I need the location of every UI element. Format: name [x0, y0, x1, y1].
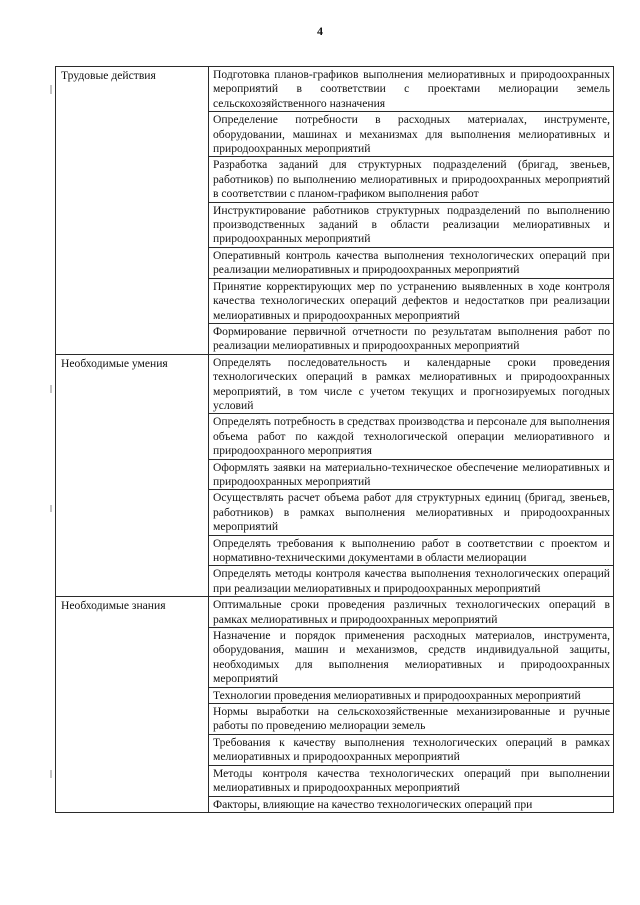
requirement-item: Формирование первичной отчетности по результатам выполнения работ по реализации мелиоративных и природоохранных мероприятий — [209, 323, 614, 354]
requirement-item: Подготовка планов-графиков выполнения мелиоративных и природоохранных мероприятий в соответствии с проектами мелиорации земель сельскохозяйственного назначения — [209, 67, 614, 112]
requirement-item: Оптимальные сроки проведения различных технологических операций в рамках мелиоративных и природоохранных мероприятий — [209, 597, 614, 628]
requirement-item: Определение потребности в расходных материалах, инструменте, оборудовании, машинах и механизмах для выполнения мелиоративных и природоохранных мероприятий — [209, 112, 614, 157]
requirement-item: Определять требования к выполнению работ в соответствии с проектом и нормативно-техническими документами в области мелиорации — [209, 535, 614, 566]
requirement-item: Технологии проведения мелиоративных и природоохранных мероприятий — [209, 687, 614, 703]
requirement-item: Оперативный контроль качества выполнения технологических операций при реализации мелиоративных и природоохранных мероприятий — [209, 247, 614, 278]
section-label-required-knowledge: Необходимые знания — [61, 599, 166, 613]
requirement-item: Принятие корректирующих мер по устранению выявленных в ходе контроля качества технологических операций дефектов и недостатков при реализации мелиоративных и природоохранных мероприятий — [209, 278, 614, 323]
requirement-item: Разработка заданий для структурных подразделений (бригад, звеньев, работников) по выполнению мелиоративных и природоохранных мероприятий в соответствии с планом-графиком выполнения работ — [209, 157, 614, 202]
requirement-item: Факторы, влияющие на качество технологических операций при — [209, 796, 614, 812]
requirement-item: Осуществлять расчет объема работ для структурных единиц (бригад, звеньев, работников) в рамках выполнения мелиоративных и природоохранных мероприятий — [209, 490, 614, 535]
section-label-cell — [56, 67, 209, 355]
requirement-item: Определять потребность в средствах производства и персонале для выполнения объема работ по каждой технологической операции мелиоративного и природоохранного мероприятия — [209, 414, 614, 459]
requirement-item: Методы контроля качества технологических операций при выполнении мелиоративных и природоохранных мероприятий — [209, 765, 614, 796]
requirement-item: Назначение и порядок применения расходных материалов, инструмента, оборудования, машин и механизмов, средств индивидуальной защиты, необходимых для выполнения мелиоративных и природоохранных мероприятий — [209, 628, 614, 688]
section-label-cell — [56, 354, 209, 597]
qualification-table — [55, 66, 614, 813]
table-row — [56, 354, 614, 414]
requirement-item: Оформлять заявки на материально-техническое обеспечение мелиоративных и природоохранных мероприятий — [209, 459, 614, 490]
requirement-item: Требования к качеству выполнения технологических операций в рамках мелиоративных и природоохранных мероприятий — [209, 734, 614, 765]
requirement-item: Нормы выработки на сельскохозяйственные механизированные и ручные работы по проведению мелиорации земель — [209, 704, 614, 735]
section-label-required-skills: Необходимые умения — [61, 356, 168, 370]
requirement-item: Определять методы контроля качества выполнения технологических операций при реализации мелиоративных и природоохранных мероприятий — [209, 566, 614, 597]
section-label-labor-actions: Трудовые действия — [61, 69, 156, 82]
section-label-cell — [56, 597, 209, 813]
table-row — [56, 67, 614, 112]
requirement-item: Определять последовательность и календарные сроки проведения технологических операций в рамках мелиоративных и природоохранных мероприятий, в том числе с учетом текущих и прогнозируемых погодных условий — [209, 354, 614, 414]
table-row — [56, 597, 614, 628]
page-number: 4 — [317, 24, 323, 38]
requirement-item: Инструктирование работников структурных подразделений по выполнению производственных заданий в области реализации мелиоративных и природоохранных мероприятий — [209, 202, 614, 247]
